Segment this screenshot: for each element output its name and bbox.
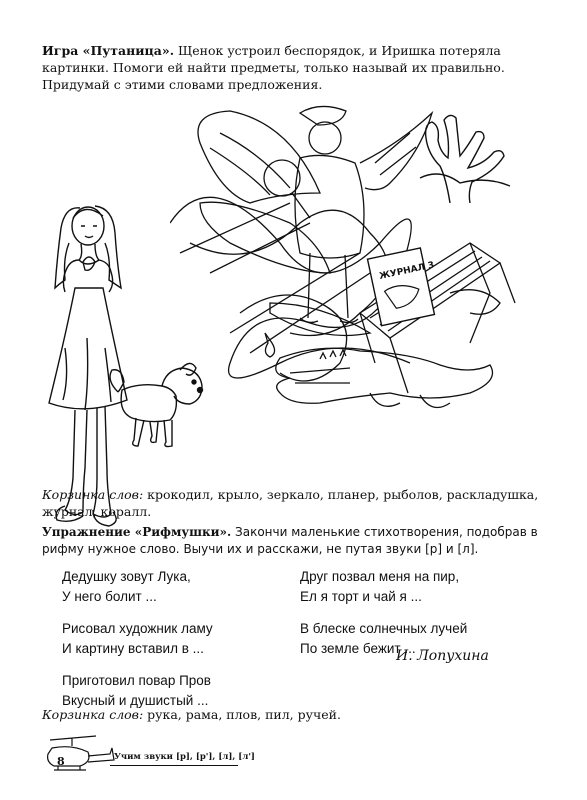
poem-line: По земле бежит ... <box>300 641 416 656</box>
basket-label: Корзинка слов: <box>42 487 144 502</box>
word-basket-2 <box>42 706 557 723</box>
poem-line: В блеске солнечных лучей <box>300 621 468 636</box>
poem-line: Ел я торт и чай я ... <box>300 589 422 604</box>
footer-caption: Учим звуки [р], [р'], [л], [л'] <box>114 752 255 762</box>
poem-line: Рисовал художник ламу <box>62 621 213 636</box>
exercise-text: Закончи маленькие стихотворения, подобрав в рифму нужное слово. Выучи их и расскажи, не путая звуки [р] и [л]. <box>42 525 538 556</box>
game-title: Игра «Путаница». <box>42 43 175 58</box>
intro-text: Щенок устроил беспорядок, и Иришка потеряла картинки. Помоги ей найти предметы, только называй их правильно. Придумай с этими словами предложения. <box>42 43 505 92</box>
poem-author: И. Лопухина <box>396 648 489 664</box>
word-basket-1 <box>42 486 557 520</box>
poem-line: Приготовил повар Пров <box>62 673 211 688</box>
basket-words: крокодил, крыло, зеркало, планер, рыболов, раскладушка, журнал, коралл. <box>42 487 539 519</box>
exercise-title: Упражнение «Рифмушки». <box>42 525 232 539</box>
poems-left <box>62 567 213 711</box>
page-number: 8 <box>57 755 65 768</box>
exercise-paragraph <box>42 524 557 558</box>
intro-paragraph <box>42 42 557 93</box>
poem-line: Вкусный и душистый ... <box>62 693 209 708</box>
basket-label: Корзинка слов: <box>42 707 144 722</box>
magazine <box>367 248 435 326</box>
footer-rule <box>110 765 238 766</box>
illustration <box>30 98 560 453</box>
poem-line: И картину вставил в ... <box>62 641 204 656</box>
poem-line: Дедушку зовут Лука, <box>62 569 191 584</box>
basket-words: рука, рама, плов, пил, ручей. <box>143 707 341 722</box>
poem-line: Друг позвал меня на пир, <box>300 569 460 584</box>
tangle-scene <box>170 103 520 433</box>
poems-right <box>300 567 467 659</box>
helicopter-icon <box>36 732 116 782</box>
poem-line: У него болит ... <box>62 589 157 604</box>
magazine-label: ЖУРНАЛ 3 <box>378 260 436 282</box>
